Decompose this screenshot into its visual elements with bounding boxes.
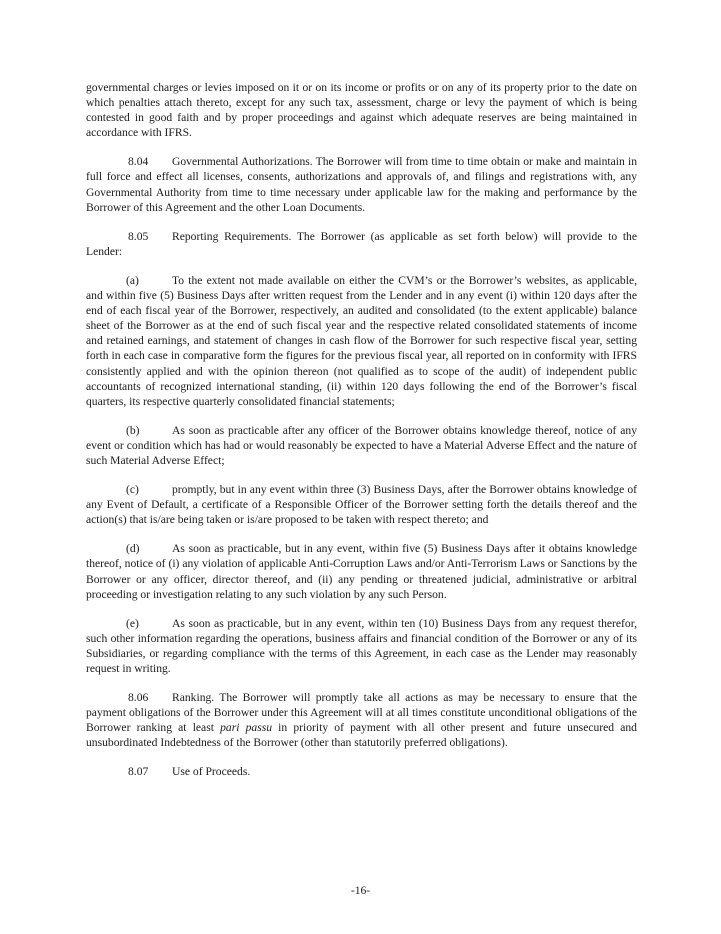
page-number: -16- — [350, 884, 371, 897]
section-text: Governmental Authorizations. The Borrower will from time to time obtain or make and maintain in full force and effect all licenses, consents, authorizations and approvals of, and filings and registrations with, any Governmental Authority from time to time necessary under applicable law for the making and performance by the Borrower of this Agreement and the other Loan Documents. — [86, 155, 637, 214]
section-8-06 — [86, 690, 637, 750]
clause-a — [86, 273, 637, 409]
section-text: Reporting Requirements. The Borrower (as applicable as set forth below) will provide to the Lender: — [86, 229, 637, 258]
clause-label: (c) — [126, 483, 139, 497]
section-text-before: Ranking. The Borrower will promptly take all actions as may be necessary to ensure that the payment obligations of the Borrower under this Agreement will at all times constitute unconditional obligations of the Borrower ranking at least — [86, 691, 637, 735]
section-8-04 — [86, 154, 637, 214]
section-number: 8.07 — [128, 765, 149, 779]
clause-text: promptly, but in any event within three (3) Business Days, after the Borrower obtains knowledge of any Event of Default, a certificate of a Responsible Officer of the Borrower setting forth the details thereof and the action(s) that is/are being taken or is/are proposed to be taken with respect thereto; and — [86, 483, 637, 527]
clause-e — [86, 616, 637, 676]
clause-b — [86, 423, 637, 468]
clause-text: To the extent not made available on either the CVM’s or the Borrower’s websites, as applicable, and within five (5) Business Days after written request from the Lender and in any event (i) within 120 days after the end of each fiscal year of the Borrower, respectively, an audited and consolidated (to the extent applicable) balance sheet of the Borrower as at the end of such fiscal year and the respective related consolidated statements of income and retained earnings, and statement of changes in cash flow of the Borrower for such respective fiscal year, setting forth in each case in comparative form the figures for the previous fiscal year, all reported on in conformity with IFRS consistently applied and with the opinion thereon (not qualified as to scope of the audit) of independent public accountants of recognized international standing, (ii) within 120 days following the end of the Borrower’s fiscal quarters, its respective quarterly consolidated financial statements; — [86, 273, 637, 408]
section-text: Use of Proceeds. — [172, 765, 251, 779]
clause-text: As soon as practicable, but in any event, within five (5) Business Days after it obtains knowledge thereof, notice of (i) any violation of applicable Anti-Corruption Laws and/or Anti-Terrorism Laws or Sanctions by the Borrower or any officer, director thereof, and (ii) any pending or threatened judicial, administrative or arbitral proceeding or investigation relating to any such violation by any such Person. — [86, 542, 637, 601]
continuation-paragraph: governmental charges or levies imposed on it or on its income or profits or on any of its property prior to the date on which penalties attach thereto, except for any such tax, assessment, charge or levy the payment of which is being contested in good faith and by proper proceedings and against which adequate reserves are being maintained in accordance with IFRS. — [86, 81, 637, 140]
section-8-07 — [86, 764, 637, 779]
clause-label: (b) — [126, 423, 140, 437]
clause-c — [86, 482, 637, 527]
clause-label: (a) — [126, 273, 139, 287]
clause-text: As soon as practicable after any officer of the Borrower obtains knowledge thereof, notice of any event or condition which has had or would reasonably be expected to have a Material Adverse Effect and the nature of such Material Adverse Effect; — [86, 423, 637, 467]
section-number: 8.04 — [128, 155, 149, 169]
italic-term: pari passu — [220, 721, 273, 735]
section-8-05 — [86, 229, 637, 259]
clause-label: (d) — [126, 542, 140, 556]
clause-text: As soon as practicable, but in any event, within ten (10) Business Days from any request therefor, such other information regarding the operations, business affairs and financial condition of the Borrower or any of its Subsidiaries, or regarding compliance with the terms of this Agreement, in each case as the Lender may reasonably request in writing. — [86, 616, 637, 675]
clause-d — [86, 541, 637, 601]
section-number: 8.05 — [128, 229, 149, 243]
document-body — [86, 80, 637, 794]
section-number: 8.06 — [128, 691, 149, 705]
clause-label: (e) — [126, 616, 139, 630]
section-text-after: in priority of payment with all other present and future unsecured and unsubordinated Indebtedness of the Borrower (other than statutorily preferred obligations). — [86, 721, 637, 750]
